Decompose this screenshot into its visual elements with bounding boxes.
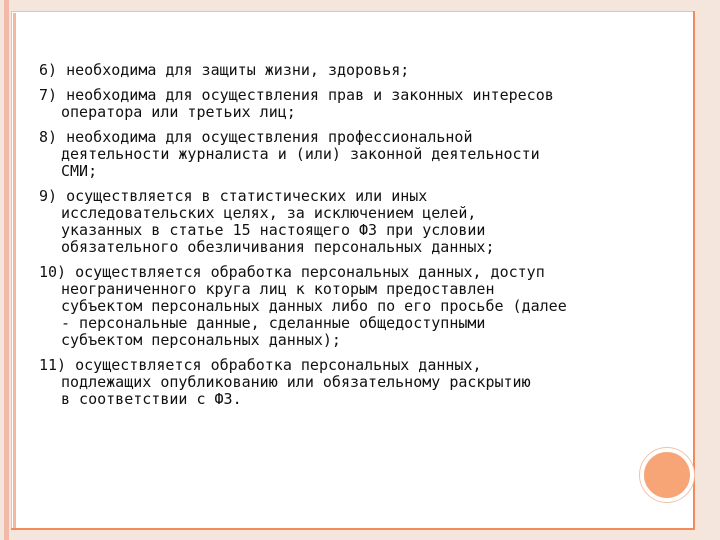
list-item bbox=[39, 87, 659, 121]
frame-right-border bbox=[693, 11, 695, 530]
list-item bbox=[39, 264, 659, 349]
list-item-line: деятельности журналиста и (или) законной деятельности bbox=[61, 145, 540, 163]
list-item bbox=[39, 129, 659, 180]
list-item-line: СМИ; bbox=[61, 162, 98, 180]
list-item-line: неограниченного круга лиц к которым предоставлен bbox=[61, 280, 495, 298]
list-item-line: 11) осуществляется обработка персональных данных, bbox=[39, 356, 482, 374]
list-item-line: 8) необходима для осуществления профессиональной bbox=[39, 128, 473, 146]
list-item-line: субъектом персональных данных); bbox=[61, 331, 341, 349]
frame-bottom-border bbox=[11, 528, 695, 530]
list-item-line: 7) необходима для осуществления прав и законных интересов bbox=[39, 86, 554, 104]
list-item-line: обязательного обезличивания персональных данных; bbox=[61, 238, 495, 256]
frame-left-accent bbox=[13, 13, 16, 528]
list-item-line: исследовательских целях, за исключением целей, bbox=[61, 204, 477, 222]
list-item-line: в соответствии с ФЗ. bbox=[61, 390, 242, 408]
list-item-line: субъектом персональных данных либо по его просьбе (далее bbox=[61, 297, 567, 315]
list-item bbox=[39, 357, 659, 408]
list-item-line: подлежащих опубликованию или обязательному раскрытию bbox=[61, 373, 531, 391]
list-item-line: 10) осуществляется обработка персональных данных, доступ bbox=[39, 263, 545, 281]
list-item-line: указанных в статье 15 настоящего ФЗ при условии bbox=[61, 221, 486, 239]
list-item-line: 6) необходима для защиты жизни, здоровья; bbox=[39, 61, 410, 79]
list-item bbox=[39, 188, 659, 256]
decorative-circle bbox=[640, 448, 694, 502]
list-item-line: - персональные данные, сделанные общедоступными bbox=[61, 314, 486, 332]
conditions-list bbox=[39, 62, 659, 416]
left-edge-stripe bbox=[4, 0, 9, 540]
list-item-line: 9) осуществляется в статистических или иных bbox=[39, 187, 428, 205]
list-item bbox=[39, 62, 659, 79]
list-item-line: оператора или третьих лиц; bbox=[61, 103, 296, 121]
